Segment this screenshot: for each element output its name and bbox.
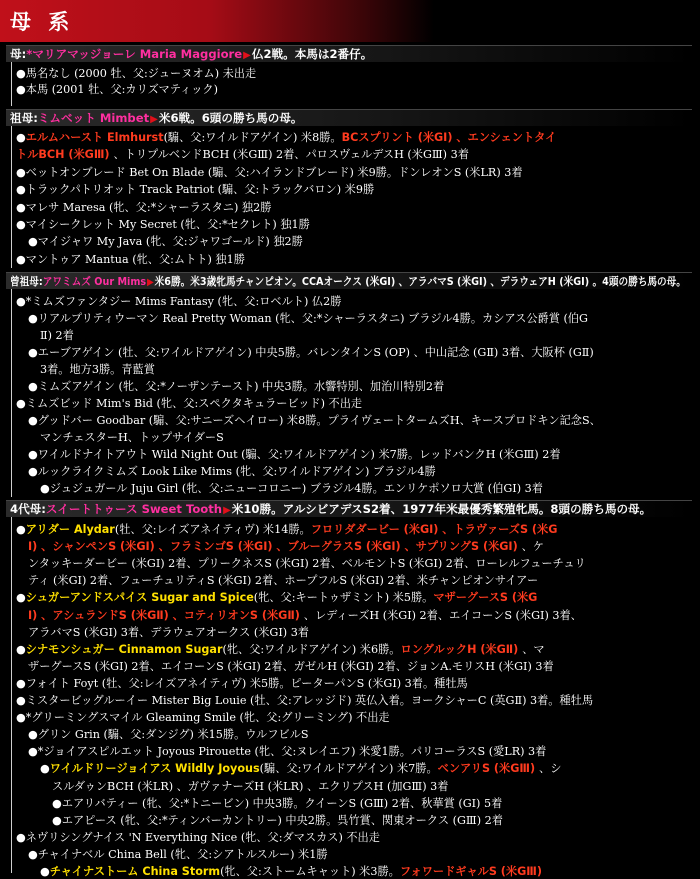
title-bar: [0, 0, 700, 42]
line-text: (騸、父:ワイルドアゲイン) 米8勝。: [163, 131, 342, 144]
line-text: ●リアルプリティウーマン Real Pretty Woman (牝、父:*シャーラスタニ) ブラジル4勝。カシアス公爵賞 (伯G: [28, 312, 588, 325]
pedigree-line: [28, 379, 444, 395]
granddam-header: [6, 109, 692, 126]
pedigree-line: [16, 217, 310, 233]
horse-name-bold: チャイナストーム China Storm: [49, 865, 221, 878]
race-highlight: ベンアリS (米GⅢ): [437, 762, 539, 776]
line-text: (騸、父:ワイルドアゲイン) 米7勝。: [259, 762, 438, 776]
line-text: ●マイシークレット My Secret (牝、父:*セクレト) 独1勝: [16, 218, 310, 231]
pedigree-line: [16, 200, 271, 216]
pedigree-line: [16, 396, 362, 412]
line-text: 、シ: [539, 762, 562, 776]
pedigree-line: [28, 464, 436, 480]
line-text: ●ミムズアゲイン (牝、父:*ノーザンテースト) 中央3勝。水響特別、加治川特別2着: [28, 380, 445, 393]
line-text: ●エアピース (牝、父:*ティンバーカントリー) 中央2勝。呉竹賞、関東オークス (GⅢ) 2着: [52, 813, 503, 827]
line-text: ●ミムズビッド Mim's Bid (牝、父:スペクタキュラービッド) 不出走: [16, 397, 363, 410]
line-text: ●マイジャワ My Java (牝、父:ジャワゴールド) 独2勝: [28, 235, 303, 249]
line-text: ●: [16, 131, 26, 144]
line-text: (牡、父:レイズアネイティヴ) 米14勝。: [114, 523, 311, 536]
line-text: アラバマS (米GI) 3着、デラウェアオークス (米GI) 3着: [28, 625, 309, 639]
line-text: Ⅱ) 2着: [40, 329, 74, 342]
line-text: マンチェスターH、トップサイダーS: [40, 431, 224, 444]
line-text: (牝、父:ワイルドアゲイン) 米6勝。: [222, 642, 401, 656]
dam-name: *マリアマッジョーレ Maria Maggiore: [26, 47, 243, 61]
race-highlight: エルムハースト Elmhurst: [25, 131, 164, 144]
line-text: ●エアリバティー (牝、父:*トニービン) 中央3勝。クイーンS (GⅢ) 2着、秋華賞 (GI) 5着: [52, 796, 503, 810]
pedigree-line: [16, 66, 256, 82]
line-text: ●ワイルドナイトアウト Wild Night Out (騸、父:ワイルドアゲイン) 米7勝。レッドバンクH (米GⅢ) 2着: [28, 448, 561, 461]
pedigree-line: [28, 234, 303, 250]
line-text: ●: [16, 642, 26, 656]
pedigree-line: [16, 252, 245, 268]
line-text: ●マレサ Maresa (牝、父:*シャーラスタニ) 独2勝: [16, 200, 272, 214]
pedigree-line: [40, 362, 155, 378]
line-text: ●: [16, 523, 26, 536]
arrow-right-icon: ▶: [147, 277, 154, 288]
granddam-name: ミムベット Mimbet: [37, 111, 150, 125]
pedigree-line: [28, 413, 601, 429]
line-text: ●マントゥア Mantua (牝、父:ムトト) 独1勝: [16, 252, 245, 266]
pedigree-line: [16, 693, 593, 709]
pedigree-line: [28, 744, 546, 760]
great-granddam-label: 曾祖母:: [10, 275, 43, 288]
line-text: (牝、父:ストームキャット) 米3勝。: [220, 865, 400, 878]
tree-line: [11, 289, 12, 497]
line-text: ●グッドバー Goodbar (騸、父:サニーズヘイロー) 米8勝。プライヴェートタームズH、キースプロドキン記念S、: [28, 414, 601, 427]
fourth-dam-label: 4代母:: [10, 502, 46, 516]
race-highlight: フロリダダービー (米GI) 、トラヴァーズS (米G: [310, 523, 558, 536]
line-text: ●ネヴリシングナイス 'N Everything Nice (牝、父:ダマスカス) 不出走: [16, 830, 380, 844]
pedigree-line: [16, 676, 468, 692]
race-highlight: I) 、シャンペンS (米GI) 、フラミンゴS (米GI) 、ブルーグラスS (米GI) 、サプリングS (米GI): [28, 540, 522, 554]
pedigree-line: [16, 130, 556, 146]
race-highlight: トルBCH (米GⅢ): [16, 148, 114, 162]
arrow-right-icon: ▶: [243, 50, 251, 61]
pedigree-line: [16, 522, 557, 538]
pedigree-line: [16, 147, 469, 163]
line-text: ●ベットオンブレード Bet On Blade (騸、父:ハイランドブレード) 米9勝。ドンレオンS (米LR) 3着: [16, 165, 523, 179]
race-highlight: I) 、アシュランドS (米GⅡ) 、コティリオンS (米GⅡ): [28, 608, 304, 622]
fourth-dam-name: スイートトゥース Sweet Tooth: [45, 502, 223, 516]
line-text: 3着。地方3勝。青藍賞: [40, 363, 155, 376]
arrow-right-icon: ▶: [223, 505, 231, 516]
horse-name-bold: シュガーアンドスパイス Sugar and Spice: [25, 591, 254, 605]
arrow-right-icon: ▶: [150, 114, 158, 125]
line-text: ●: [16, 591, 26, 605]
pedigree-line: [40, 481, 543, 497]
pedigree-line: [16, 830, 380, 846]
line-text: 、レディーズH (米GI) 2着、エイコーンS (米GI) 3着、: [303, 608, 582, 622]
line-text: ●*ジョイアスピルエット Joyous Pirouette (牝、父:ヌレイエフ) 米愛1勝。パリコーラスS (愛LR) 3着: [28, 745, 547, 759]
pedigree-line: [28, 311, 588, 327]
race-highlight: BCスプリント (米GI) 、エンシェントタイ: [341, 131, 557, 144]
pedigree-line: [28, 345, 594, 361]
pedigree-line: [16, 182, 374, 198]
line-text: ●ジュジュガール Juju Girl (牝、父:ニューコロニー) ブラジル4勝。エンリケポソロ大賞 (伯GI) 3着: [40, 482, 543, 495]
pedigree-line: [28, 625, 309, 641]
line-text: 、トリプルベンドBCH (米GⅢ) 2着、パロスヴェルデスH (米GⅢ) 3着: [113, 148, 469, 162]
race-highlight: マザーグースS (米G: [433, 591, 538, 605]
granddam-desc: 米6戦。6頭の勝ち馬の母。: [158, 111, 303, 125]
tree-line: [11, 126, 12, 268]
pedigree-line: [16, 294, 341, 310]
pedigree-line: [16, 642, 545, 658]
line-text: 、マ: [522, 642, 545, 656]
line-text: ザーグースS (米GI) 2着、エイコーンS (米GI) 2着、ガゼルH (米GI) 2着、ジョンA.モリスH (米GI) 3着: [28, 659, 554, 673]
race-highlight: ロングルックH (米GⅡ): [400, 642, 523, 656]
pedigree-line: [28, 847, 328, 863]
pedigree-line: [40, 328, 74, 344]
pedigree-line: [28, 608, 582, 624]
race-highlight: フォワードギャルS (米GⅢ): [399, 865, 542, 878]
dam-label: 母:: [10, 47, 27, 61]
pedigree-line: [28, 556, 586, 572]
line-text: スルダゥンBCH (米LR) 、ガヴァナーズH (米LR) 、エクリプスH (加GⅢ) 3着: [52, 779, 449, 793]
line-text: (牝、父:キートゥザミント) 米5勝。: [253, 591, 434, 605]
pedigree-line: [52, 813, 503, 829]
line-text: ●グリン Grin (騸、父:ダンジグ) 米15勝。ウルフビルS: [28, 728, 309, 742]
pedigree-line: [16, 710, 390, 726]
horse-name-bold: シナモンシュガー Cinnamon Sugar: [25, 642, 223, 656]
line-text: ●馬名なし (2000 牡、父:ジューヌオム) 未出走: [16, 67, 257, 80]
tree-line: [11, 517, 12, 873]
line-text: ンタッキーダービー (米GI) 2着、プリークネスS (米GI) 2着、ベルモントS (米GI) 2着、ローレルフューチュリ: [28, 557, 586, 571]
pedigree-line: [52, 796, 502, 812]
line-text: ●ミスタービッグルーイー Mister Big Louie (牡、父:アレッジド) 英仏入着。ヨークシャーC (英GⅡ) 3着。種牡馬: [16, 694, 594, 707]
line-text: ●エーブアゲイン (牡、父:ワイルドアゲイン) 中央5勝。バレンタインS (OP) 、中山記念 (GⅡ) 3着、大阪杯 (GⅡ): [28, 346, 594, 359]
fourth-dam-header: [6, 500, 692, 517]
line-text: ●ルックライクミムズ Look Like Mims (牝、父:ワイルドアゲイン) ブラジル4勝: [28, 465, 436, 478]
pedigree-line: [28, 447, 561, 463]
great-granddam-desc: 米6勝。米3歳牝馬チャンピオン。CCAオークス (米GI) 、アラバマS (米GI) 、デラウェアH (米GI) 。4頭の勝ち馬の母。: [154, 275, 686, 288]
line-text: ●本馬 (2001 牡、父:カリズマティック): [16, 83, 218, 96]
page-title: 母 系: [10, 10, 75, 34]
dam-header: [6, 45, 692, 62]
pedigree-line: [52, 779, 448, 795]
pedigree-line: [28, 539, 544, 555]
line-text: ●: [40, 865, 50, 878]
pedigree-line: [28, 573, 538, 589]
line-text: ●*ミムズファンタジー Mims Fantasy (牝、父:ロベルト) 仏2勝: [16, 295, 342, 308]
pedigree-line: [28, 727, 309, 743]
pedigree-line: [40, 864, 542, 879]
line-text: ●チャイナベル China Bell (牝、父:シアトルスルー) 米1勝: [28, 847, 328, 861]
great-granddam-name: アワミムズ Our Mims: [42, 275, 147, 288]
pedigree-line: [28, 659, 554, 675]
granddam-label: 祖母:: [10, 111, 38, 125]
pedigree-line: [40, 430, 224, 446]
horse-name-bold: アリダー Alydar: [25, 523, 115, 536]
line-text: ●フォイト Foyt (牡、父:レイズアネイティヴ) 米5勝。ピーターパンS (米GI) 3着。種牡馬: [16, 676, 468, 690]
line-text: ●トラックパトリオット Track Patriot (騸、父:トラックバロン) 米9勝: [16, 183, 375, 197]
great-granddam-header: [6, 272, 692, 289]
line-text: 、ケ: [521, 540, 544, 554]
line-text: ●*グリーミングスマイル Gleaming Smile (牝、父:グリーミング) 不出走: [16, 711, 390, 725]
line-text: ティ (米GI) 2着、フューチュリティS (米GI) 2着、ホープフルS (米GI) 2着、米チャンピオンサイアー: [28, 574, 539, 588]
pedigree-line: [16, 590, 537, 606]
fourth-dam-desc: 米10勝。アルシビアデスS2着、1977年米最優秀繁殖牝馬。8頭の勝ち馬の母。: [231, 502, 652, 516]
pedigree-line: [16, 82, 218, 98]
pedigree-line: [40, 761, 561, 777]
dam-desc: 仏2戦。本馬は2番仔。: [251, 47, 373, 61]
tree-line: [11, 62, 12, 106]
pedigree-line: [16, 165, 523, 181]
horse-name-bold: ワイルドリージョイアス Wildly Joyous: [49, 762, 260, 776]
line-text: ●: [40, 762, 50, 776]
